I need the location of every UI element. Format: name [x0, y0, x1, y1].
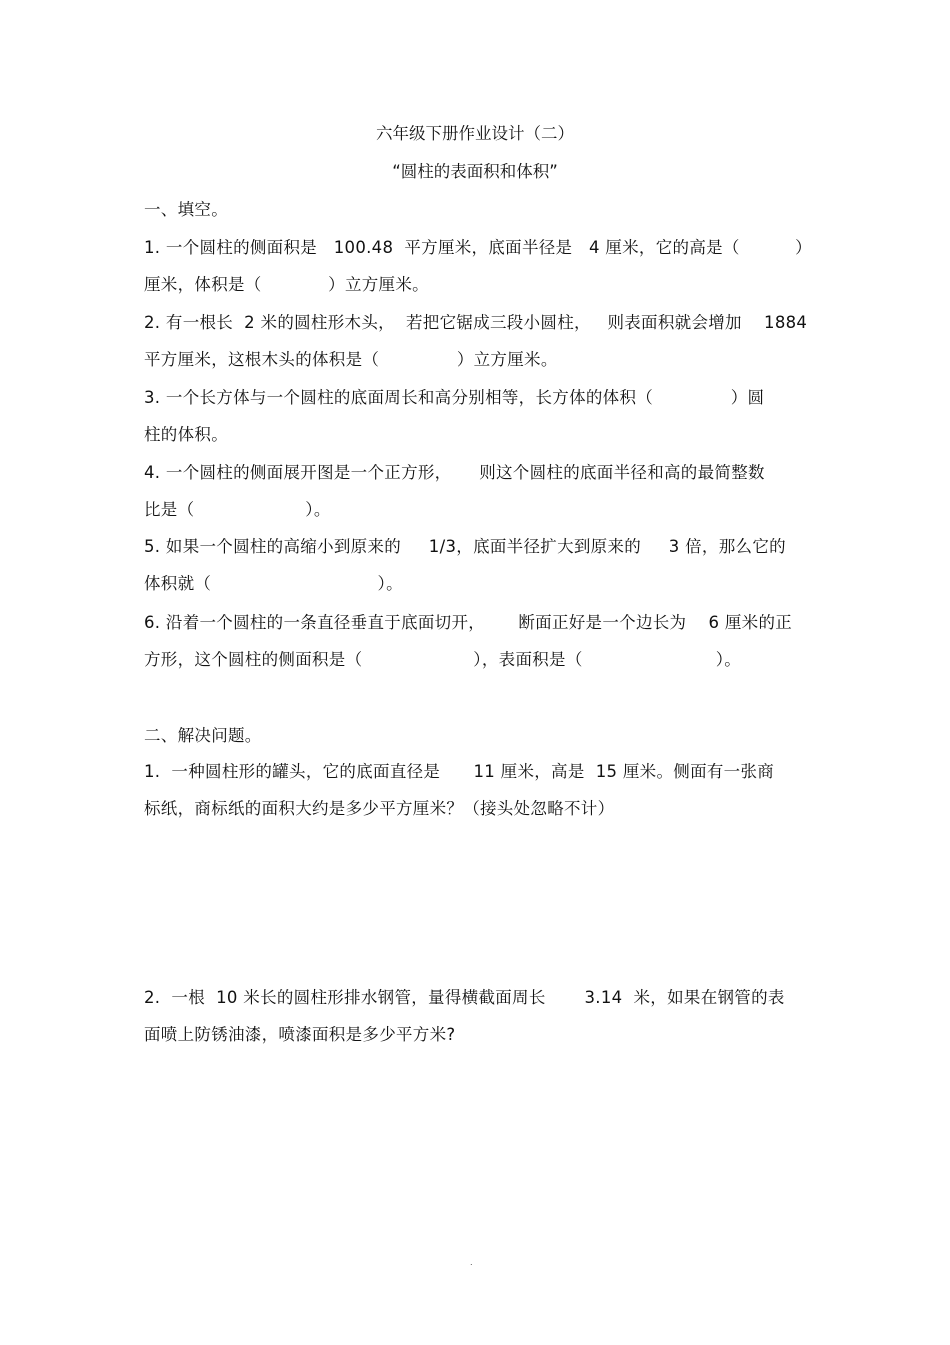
fill-q4-line1: 4. 一个圆柱的侧面展开图是一个正方形， 则这个圆柱的底面半径和高的最简整数 [144, 463, 765, 482]
fill-q2-line2: 平方厘米，这根木头的体积是（ ）立方厘米。 [144, 350, 558, 369]
problem-2-line1: 2. 一根 10 米长的圆柱形排水钢管，量得横截面周长 3.14 米，如果在钢管的表 [144, 988, 785, 1007]
fill-q3-line2: 柱的体积。 [144, 425, 228, 444]
fill-q2-line1: 2. 有一根长 2 米的圆柱形木头， 若把它锯成三段小圆柱， 则表面积就会增加 1884 [144, 313, 808, 332]
problem-2-line2: 面喷上防锈油漆，喷漆面积是多少平方米? [144, 1025, 456, 1044]
problem-1-line1: 1. 一种圆柱形的罐头，它的底面直径是 11 厘米，高是 15 厘米。侧面有一张商 [144, 762, 775, 781]
fill-q5-line2: 体积就（ ）。 [144, 574, 403, 593]
fill-q6-line2: 方形，这个圆柱的侧面积是（ ），表面积是（ ）。 [144, 650, 742, 669]
fill-q5-line1: 5. 如果一个圆柱的高缩小到原来的 1/3，底面半径扩大到原来的 3 倍，那么它的 [144, 537, 786, 556]
fill-q3-line1: 3. 一个长方体与一个圆柱的底面周长和高分别相等，长方体的体积（ ）圆 [144, 388, 765, 407]
section-2-heading: 二、解决问题。 [144, 726, 262, 745]
fill-q1-line2: 厘米，体积是（ ）立方厘米。 [144, 275, 429, 294]
fill-q4-line2: 比是（ ）。 [144, 500, 331, 519]
footer-mark: . [470, 1258, 473, 1267]
fill-q1-line1: 1. 一个圆柱的侧面积是 100.48 平方厘米，底面半径是 4 厘米，它的高是（ ） [144, 238, 812, 257]
page-title: 六年级下册作业设计（二） [376, 124, 574, 143]
page-subtitle: “圆柱的表面积和体积” [392, 162, 558, 181]
problem-1-line2: 标纸，商标纸的面积大约是多少平方厘米？（接头处忽略不计） [144, 799, 615, 818]
fill-q6-line1: 6. 沿着一个圆柱的一条直径垂直于底面切开， 断面正好是一个边长为 6 厘米的正 [144, 613, 793, 632]
section-1-heading: 一、填空。 [144, 200, 228, 219]
